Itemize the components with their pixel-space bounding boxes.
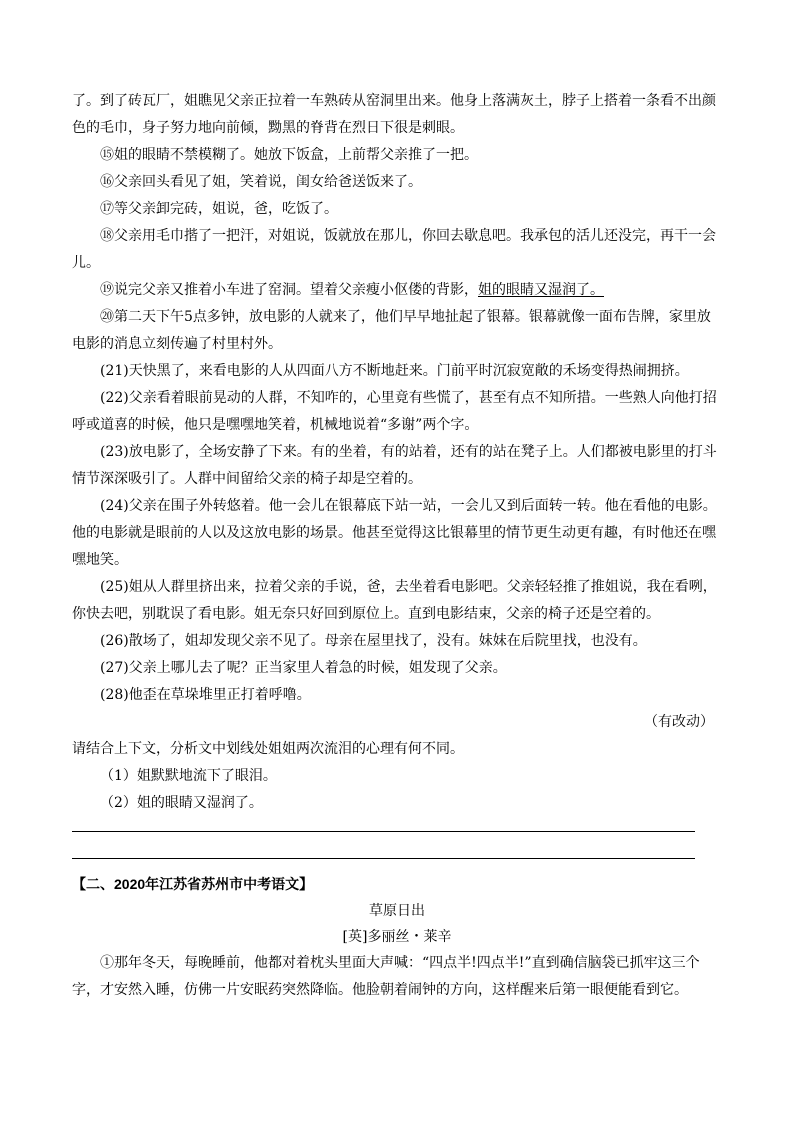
article-title: 草原日出 — [369, 903, 425, 919]
question-item-1: （1）姐默默地流下了眼泪。 — [100, 768, 277, 784]
paragraph-25: (25)姐从人群里挤出来，拉着父亲的手说，爸，去坐着看电影吧。父亲轻轻推了推姐说，我在看咧，你快去吧，别耽误了看电影。姐无奈只好回到原位上。直到电影结束，父亲的椅子还是空着的。 — [72, 579, 717, 622]
paragraph-15: ⑮姐的眼睛不禁模糊了。她放下饭盒，上前帮父亲推了一把。 — [100, 147, 478, 163]
article-author: [英]多丽丝・莱辛 — [342, 929, 452, 945]
paragraph-16: ⑯父亲回头看见了姐，笑着说，闺女给爸送饭来了。 — [100, 174, 422, 190]
paragraph-24: (24)父亲在围子外转悠着。他一会儿在银幕底下站一站，一会儿又到后面转一转。他在看他的电影。他的电影就是眼前的人以及这放电影的场景。他甚至觉得这比银幕里的情节更生动更有趣，有时他还在嘿嘿地笑。 — [72, 498, 717, 568]
section2-paragraph-1: ①那年冬天，每晚睡前，他都对着枕头里面大声喊：“四点半!四点半!”直到确信脑袋已抓牢这三个字，才安然入睡，仿佛一片安眠药突然降临。他脸朝着闹钟的方向，这样醒来后第一眼便能看到它。 — [72, 955, 700, 998]
document-content — [72, 88, 722, 1004]
paragraph-21: (21)天快黑了，来看电影的人从四面八方不断地赶来。门前平时沉寂宽敞的禾场变得热闹拥挤。 — [100, 363, 689, 379]
paragraph-28: (28)他歪在草垛堆里正打着呼噜。 — [100, 687, 311, 703]
paragraph-26: (26)散场了，姐却发现父亲不见了。母亲在屋里找了，没有。妹妹在后院里找，也没有。 — [100, 633, 647, 649]
paragraph-23: (23)放电影了，全场安静了下来。有的坐着，有的站着，还有的站在凳子上。人们都被电影里的打斗情节深深吸引了。人群中间留给父亲的椅子却是空着的。 — [72, 444, 717, 487]
paragraph-19 — [72, 277, 722, 304]
question-item-2: （2）姐的眼睛又湿润了。 — [100, 795, 263, 811]
paragraph-20: ⑳第二天下午5点多钟，放电影的人就来了，他们早早地扯起了银幕。银幕就像一面布告牌，家里放电影的消息立刻传遍了村里村外。 — [72, 309, 711, 352]
section-heading: 【二、2020年江苏省苏州市中考语文】 — [72, 876, 314, 892]
paragraph-27: (27)父亲上哪儿去了呢？正当家里人着急的时候，姐发现了父亲。 — [100, 660, 507, 676]
paragraph-18: ⑱父亲用毛巾揩了一把汗，对姐说，饭就放在那儿，你回去歇息吧。我承包的活儿还没完，再干一会儿。 — [72, 228, 716, 271]
paragraph-22: (22)父亲看着眼前晃动的人群，不知咋的，心里竟有些慌了，甚至有点不知所措。一些熟人向他打招呼或道喜的时候，他只是嘿嘿地笑着，机械地说着“多谢”两个字。 — [72, 390, 717, 433]
paragraph-19-text: ⑲说完父亲又推着小车进了窑洞。望着父亲瘦小伛偻的背影， — [100, 282, 478, 298]
source-note: （有改动） — [644, 714, 714, 730]
question-prompt: 请结合上下文，分析文中划线处姐姐两次流泪的心理有何不同。 — [72, 741, 464, 757]
underlined-sentence: 姐的眼睛又湿润了。 — [478, 282, 604, 298]
paragraph-17: ⑰等父亲卸完砖，姐说，爸，吃饭了。 — [100, 201, 338, 217]
paragraph-continuation: 了。到了砖瓦厂，姐瞧见父亲正拉着一车熟砖从窑洞里出来。他身上落满灰土，脖子上搭着一条看不出颜色的毛巾，身子努力地向前倾，黝黑的脊背在烈日下很是刺眼。 — [72, 93, 716, 136]
